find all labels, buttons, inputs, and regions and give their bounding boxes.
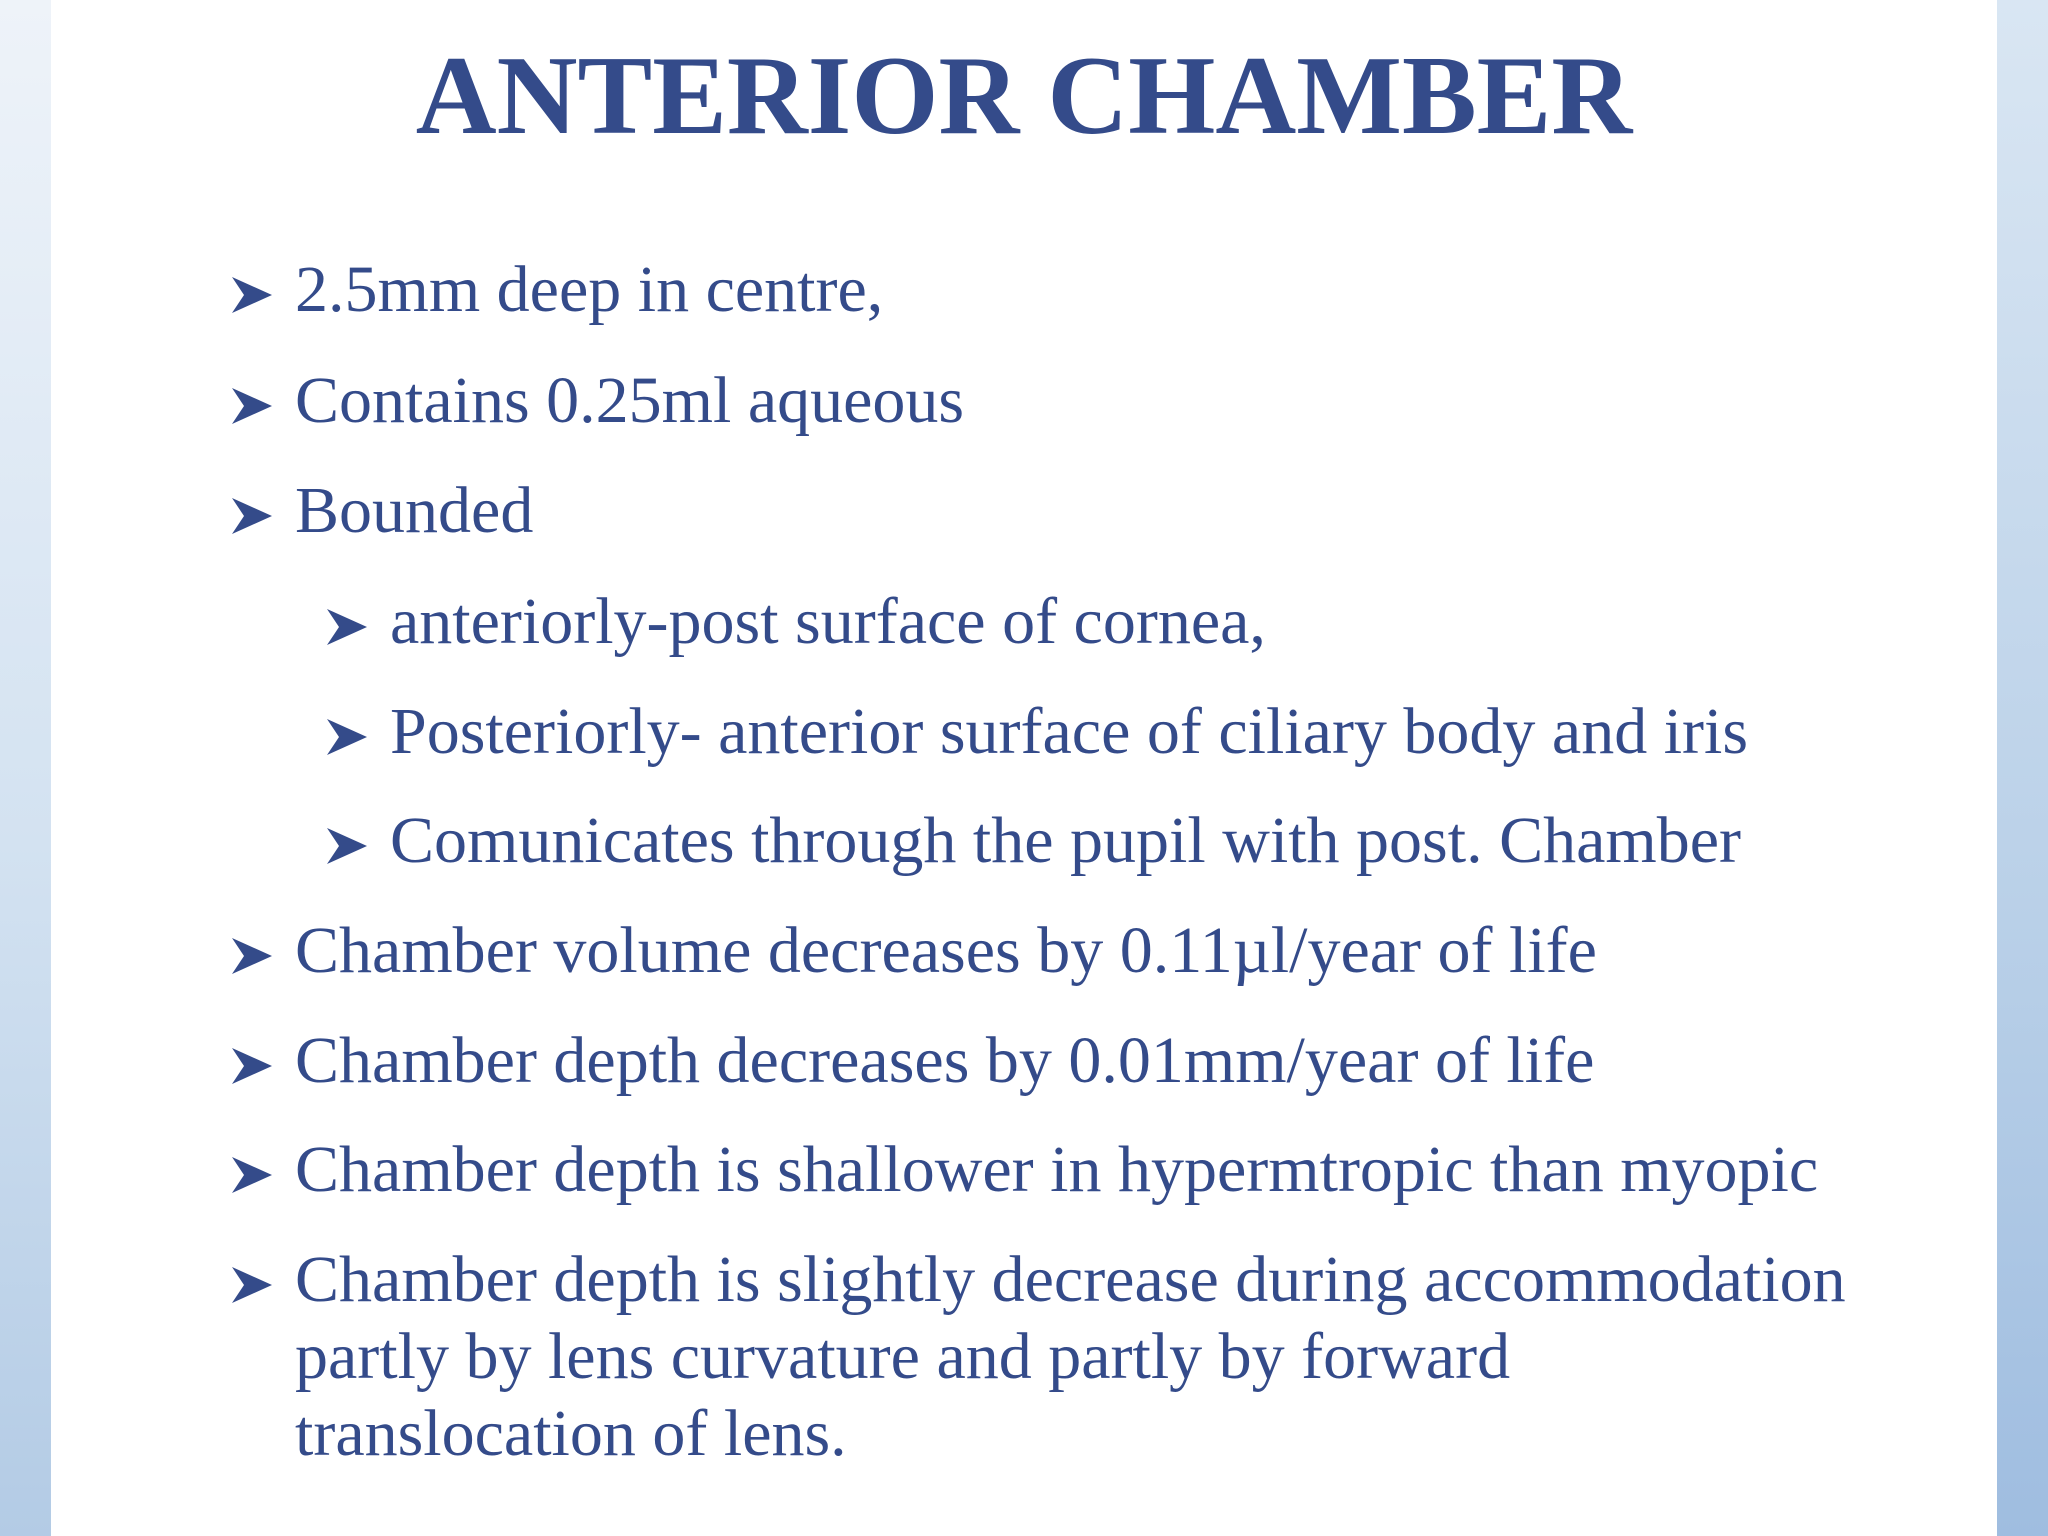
bullet-text-line: translocation of lens. xyxy=(295,1397,847,1470)
bullet-text: Contains 0.25ml aqueous xyxy=(295,364,965,437)
sub-bullet-text: anteriorly-post surface of cornea, xyxy=(390,585,1266,658)
arrowhead-bullet-icon xyxy=(323,802,379,879)
arrowhead-bullet-icon xyxy=(228,1241,284,1318)
bullet-text: Chamber depth decreases by 0.01mm/year of life xyxy=(295,1024,1595,1097)
bullet-text: Chamber depth is shallower in hypermtropic than myopic xyxy=(295,1133,1819,1206)
arrowhead-bullet-icon xyxy=(228,472,284,549)
arrowhead-bullet-icon xyxy=(323,583,379,660)
arrowhead-bullet-icon xyxy=(228,251,284,328)
arrowhead-bullet-icon xyxy=(228,912,284,989)
bullet-text: Bounded xyxy=(295,474,534,547)
bullet-text: 2.5mm deep in centre, xyxy=(295,253,884,326)
arrowhead-bullet-icon xyxy=(228,362,284,439)
bullet-text-line: Chamber depth is slightly decrease during accommodation xyxy=(295,1243,1846,1316)
slide-title: ANTERIOR CHAMBER xyxy=(415,34,1633,158)
arrowhead-bullet-icon xyxy=(228,1131,284,1208)
arrowhead-bullet-icon xyxy=(323,693,379,770)
sub-bullet-text: Posteriorly- anterior surface of ciliary body and iris xyxy=(390,695,1749,768)
arrowhead-bullet-icon xyxy=(228,1022,284,1099)
sub-bullet-text: Comunicates through the pupil with post. Chamber xyxy=(390,804,1742,877)
bullet-text-line: partly by lens curvature and partly by forward xyxy=(295,1320,1511,1393)
bullet-text: Chamber volume decreases by 0.11µl/year of life xyxy=(295,914,1597,987)
